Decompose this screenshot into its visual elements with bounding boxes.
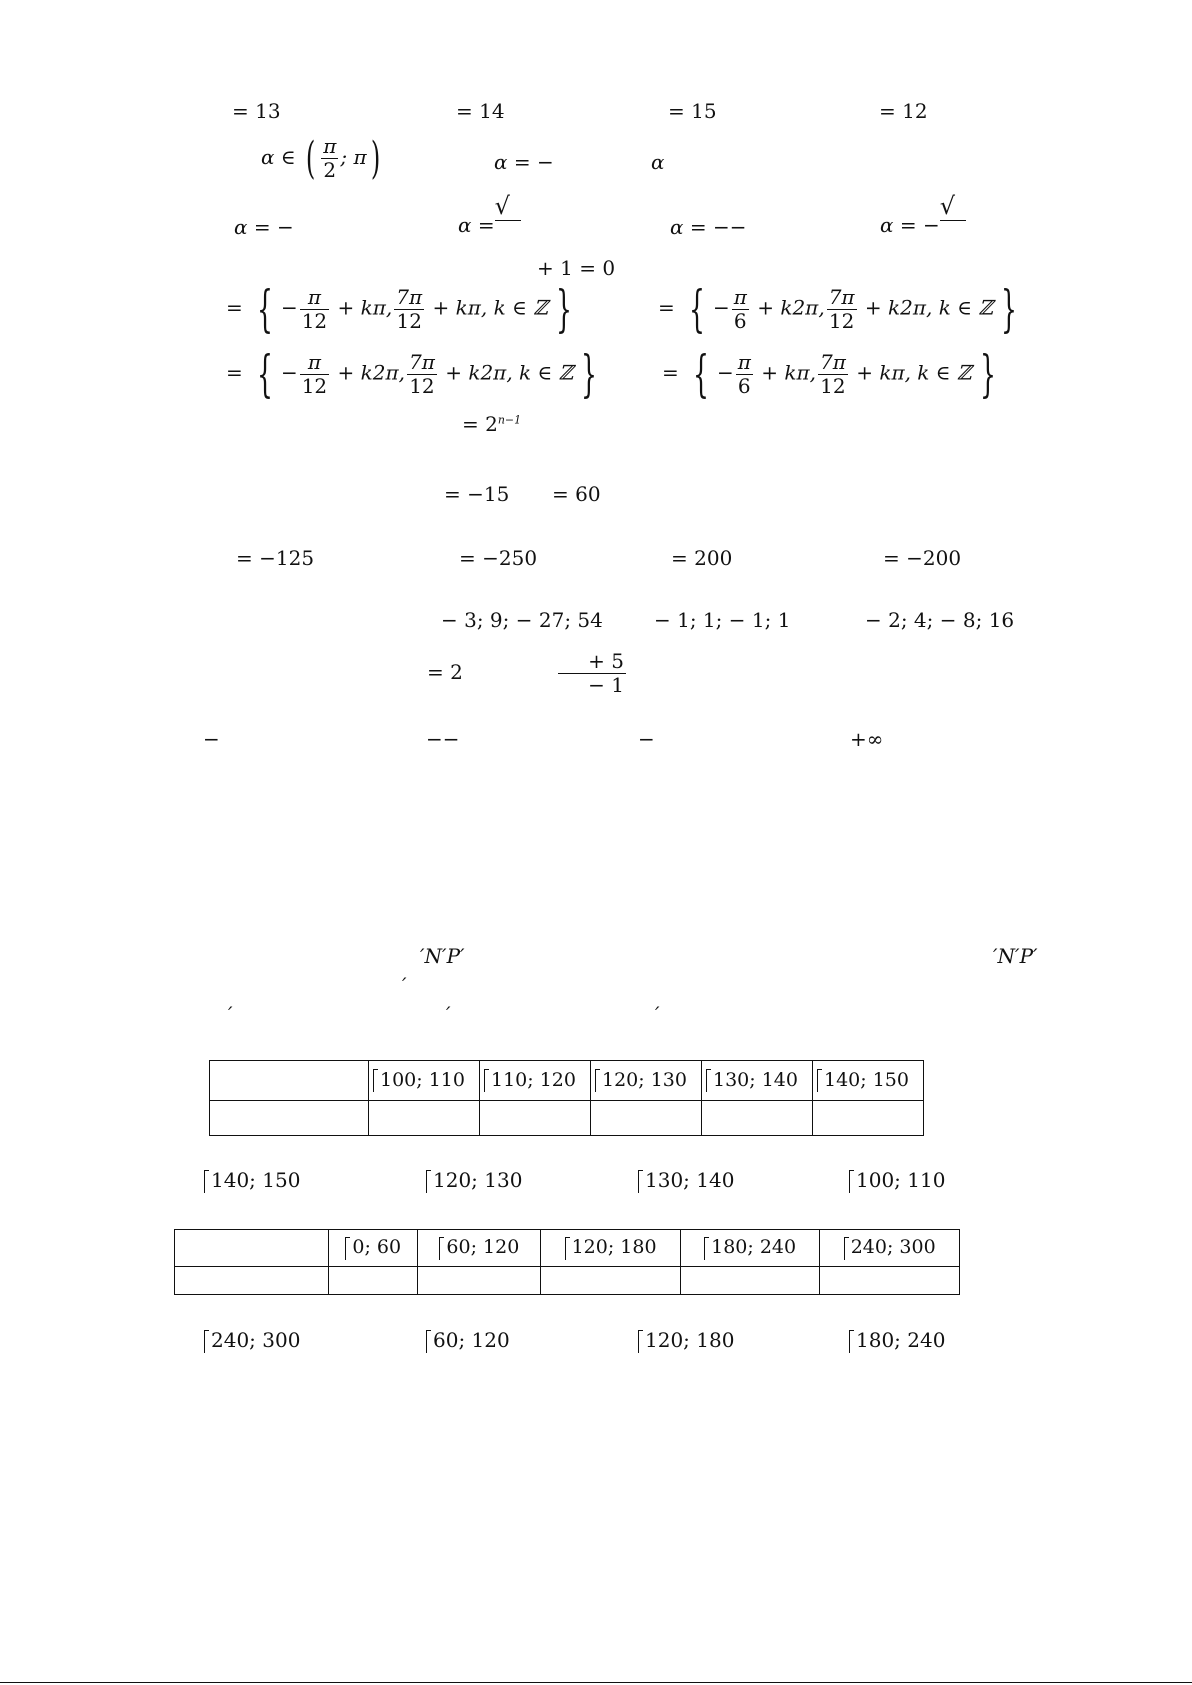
q3-option-d: = { − $\frac{\pi}{6}$ + kπ, $\frac{7\pi}{12}$ + kπ, k ∈ ℤ } <box>662 345 996 403</box>
q10-option-a: 240; 300 <box>204 1330 300 1353</box>
q10-option-d: 180; 240 <box>849 1330 945 1353</box>
table-row <box>210 1061 924 1101</box>
q9-option-a: 140; 150 <box>204 1170 300 1193</box>
table-cell: 120; 180 <box>541 1230 681 1267</box>
q8-prime-4: ′ <box>655 1002 660 1026</box>
table-cell <box>702 1101 813 1136</box>
q3-option-a: = { − $\frac{\pi}{12}$ + kπ, $\frac{7\pi}{12}$ + kπ, k ∈ ℤ } <box>226 280 572 338</box>
q10-option-c: 120; 180 <box>638 1330 734 1353</box>
table-cell: 140; 150 <box>813 1061 924 1101</box>
table-row <box>175 1230 960 1267</box>
table-cell <box>210 1101 369 1136</box>
q8-prime-3: ′ <box>446 1002 451 1026</box>
table-row <box>210 1101 924 1136</box>
table-cell <box>175 1230 329 1267</box>
table-cell <box>418 1267 541 1295</box>
table-cell <box>369 1101 480 1136</box>
frequency-table-2 <box>174 1229 960 1295</box>
table-cell <box>329 1267 418 1295</box>
q1-option-c: = 15 <box>668 99 717 123</box>
table-row <box>175 1267 960 1295</box>
table-cell: 180; 240 <box>680 1230 820 1267</box>
table-cell <box>813 1101 924 1136</box>
q8-prime-2: ′ <box>228 1002 233 1026</box>
table-cell <box>480 1101 591 1136</box>
table-cell: 240; 300 <box>820 1230 960 1267</box>
q6-option-d: − 2; 4; − 8; 16 <box>865 608 1015 632</box>
q7-option-d: +∞ <box>850 727 884 751</box>
q5-option-a: = −125 <box>236 546 315 570</box>
frequency-table-1 <box>209 1060 924 1136</box>
q3-option-c: = { − $\frac{\pi}{12}$ + k2π, $\frac{7\pi}{12}$ + k2π, k ∈ ℤ } <box>226 345 598 403</box>
q7-option-a: − <box>203 727 220 751</box>
q1-option-b: = 14 <box>456 99 505 123</box>
table-cell: 120; 130 <box>591 1061 702 1101</box>
table-cell: 0; 60 <box>329 1230 418 1267</box>
table-cell: 100; 110 <box>369 1061 480 1101</box>
q6-option-c: − 1; 1; − 1; 1 <box>654 608 791 632</box>
table-cell: 60; 120 <box>418 1230 541 1267</box>
table-cell <box>210 1061 369 1101</box>
q8-mark-1: ′N′P′ <box>420 944 465 968</box>
q4-expression: = $2^{n-1}$ <box>462 412 522 436</box>
q2-option-b: α = √ <box>458 194 521 238</box>
footer-rule <box>0 1682 1192 1683</box>
table-cell <box>591 1101 702 1136</box>
q5-given-2: = 60 <box>552 482 601 506</box>
q5-given-1: = −15 <box>444 482 510 506</box>
q5-option-c: = 200 <box>671 546 733 570</box>
q2-option-c: α = −− <box>670 215 747 239</box>
q10-option-b: 60; 120 <box>426 1330 510 1353</box>
q8-mark-2: ′N′P′ <box>993 944 1038 968</box>
q9-option-b: 120; 130 <box>426 1170 522 1193</box>
q5-option-b: = −250 <box>459 546 538 570</box>
table-cell: 130; 140 <box>702 1061 813 1101</box>
q2-condition: α ∈ ( $\frac{\pi}{2}$ ; π) <box>261 132 380 184</box>
q2-option-d: α = − √ <box>880 194 966 238</box>
table-cell <box>820 1267 960 1295</box>
q2-alpha: α <box>651 150 665 174</box>
table-cell <box>175 1267 329 1295</box>
q5-option-d: = −200 <box>883 546 962 570</box>
q9-option-d: 100; 110 <box>849 1170 945 1193</box>
q3-option-b: = { − $\frac{\pi}{6}$ + k2π, $\frac{7\pi}{12}$ + k2π, k ∈ ℤ } <box>658 280 1017 338</box>
q9-option-c: 130; 140 <box>638 1170 734 1193</box>
q3-equation: + 1 = 0 <box>537 256 616 280</box>
q7-fraction: $\frac{+ 5}{- 1}$ <box>558 650 626 697</box>
q8-prime-1: ′ <box>402 973 407 997</box>
table-cell <box>680 1267 820 1295</box>
q7-option-c: − <box>638 727 655 751</box>
q1-option-d: = 12 <box>879 99 928 123</box>
q6-option-b: − 3; 9; − 27; 54 <box>441 608 603 632</box>
q2-option-a: α = − <box>234 215 294 239</box>
q7-option-b: −− <box>426 727 460 751</box>
table-cell: 110; 120 <box>480 1061 591 1101</box>
q2-given: α = − <box>494 150 554 174</box>
table-cell <box>541 1267 681 1295</box>
q7-given: = 2 <box>427 660 463 684</box>
q1-option-a: = 13 <box>232 99 281 123</box>
